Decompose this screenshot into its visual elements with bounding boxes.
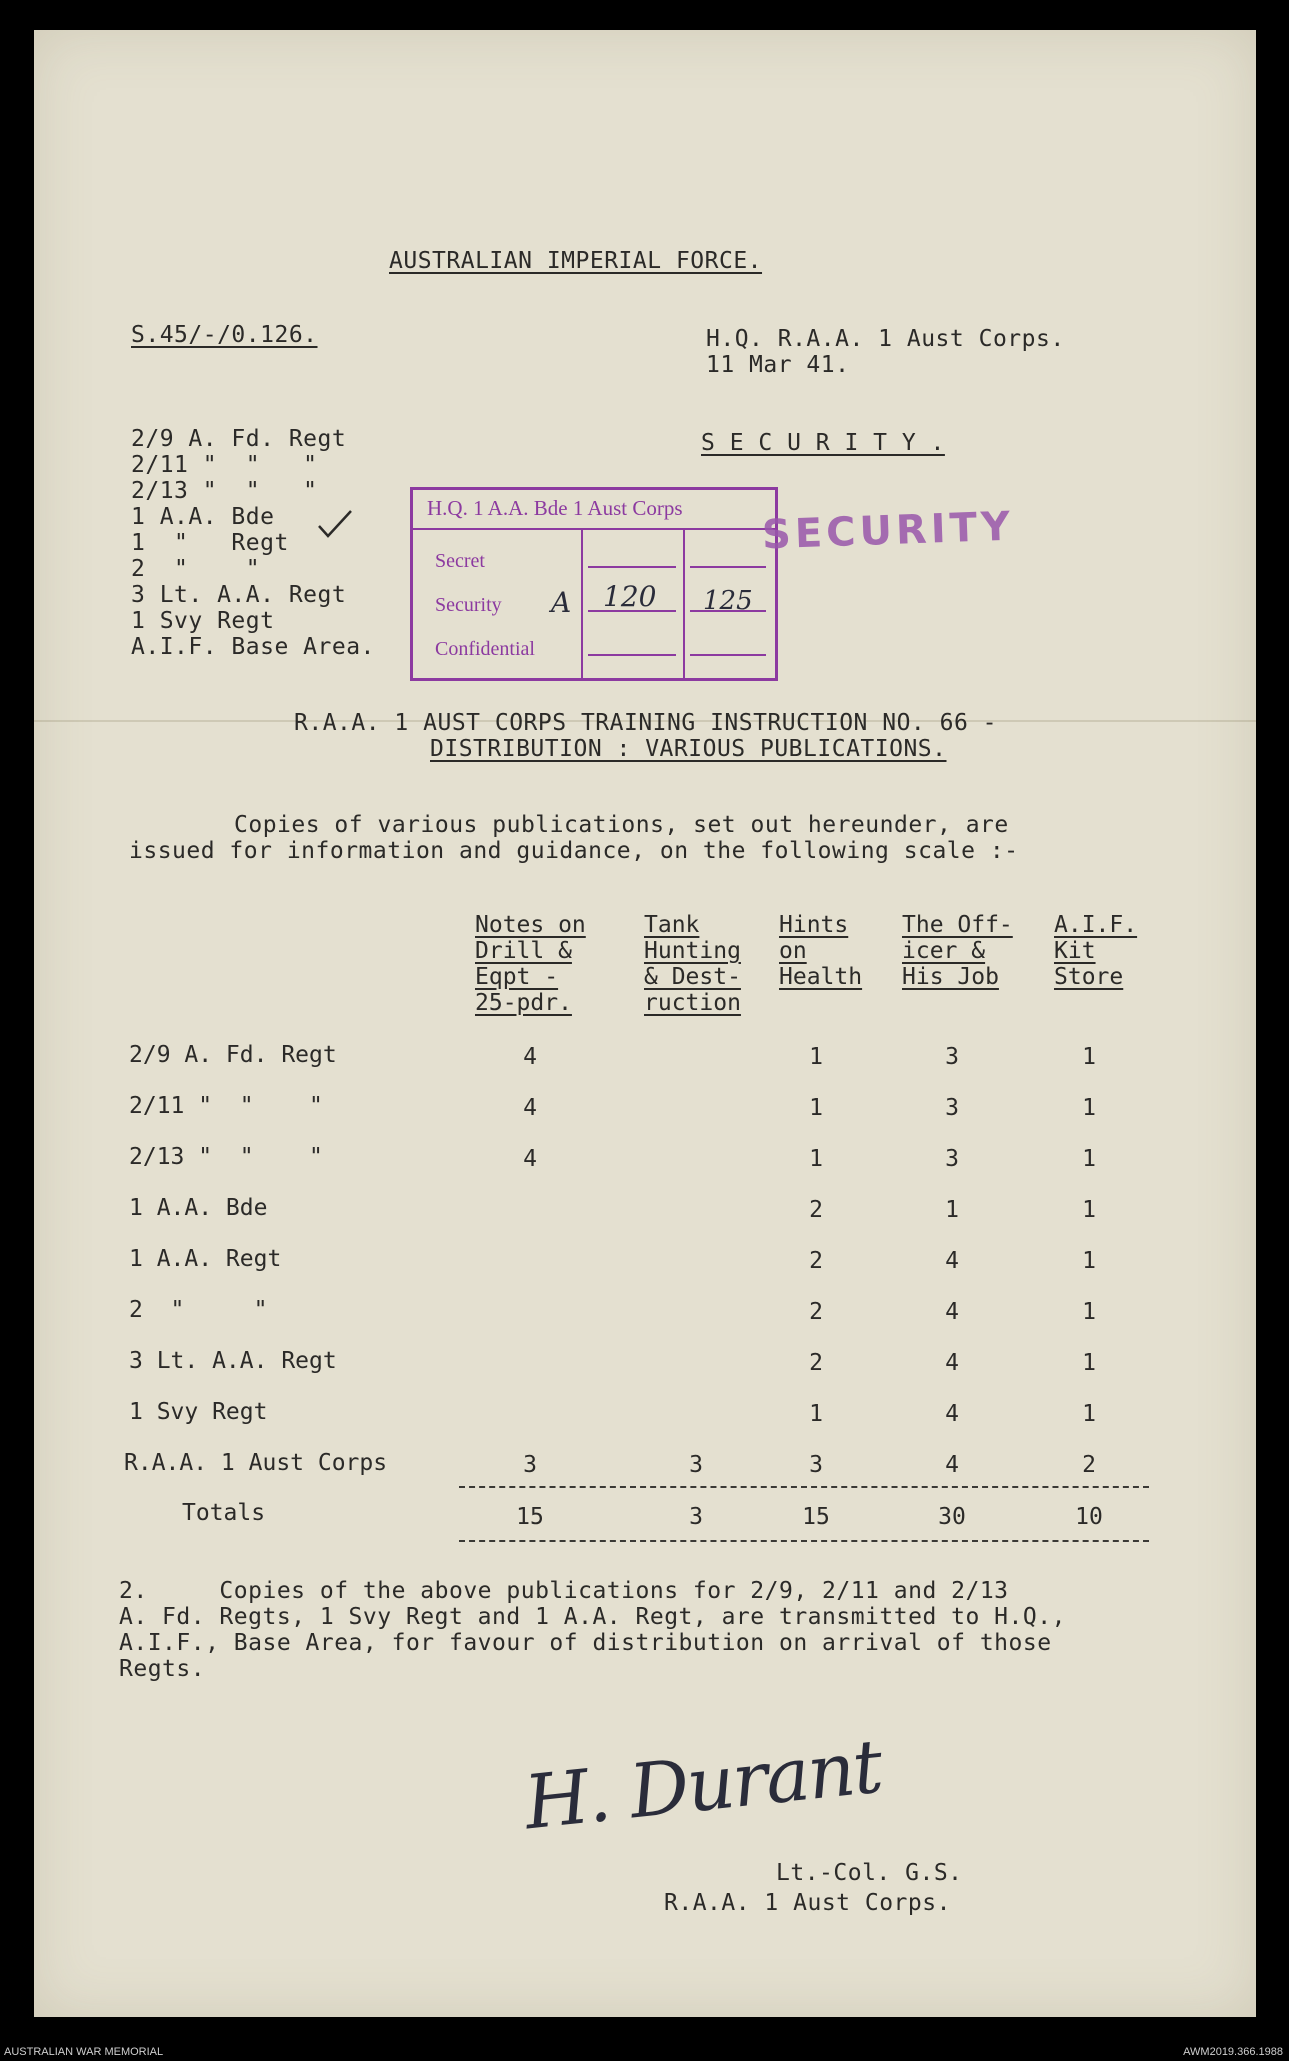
total-cell: 10: [1075, 1504, 1103, 1530]
table-cell: 1: [945, 1197, 959, 1223]
col-header-notes-on-drill: Notes on Drill & Eqpt - 25-pdr.: [475, 912, 586, 1016]
table-cell: 3: [945, 1146, 959, 1172]
reference-number: S.45/-/0.126.: [131, 322, 318, 348]
stamp-row-confidential: Confidential: [435, 638, 535, 660]
paragraph-1-line: issued for information and guidance, on the following scale :-: [129, 838, 1019, 864]
footer-accession: AWM2019.366.1988: [1183, 2046, 1283, 2058]
paragraph-2-line: 2. Copies of the above publications for 2/9, 2/11 and 2/13: [119, 1578, 1009, 1604]
title-line-1: R.A.A. 1 AUST CORPS TRAINING INSTRUCTION NO. 66 -: [294, 710, 998, 736]
totals-label: Totals: [182, 1500, 266, 1526]
document-heading: AUSTRALIAN IMPERIAL FORCE.: [389, 248, 763, 274]
signature-rank: Lt.-Col. G.S.: [776, 1860, 963, 1886]
signature-unit: R.A.A. 1 Aust Corps.: [664, 1890, 951, 1916]
stamp-hand-number: 125: [703, 586, 753, 616]
table-row-label: 1 Svy Regt: [129, 1399, 268, 1425]
table-cell: 1: [809, 1401, 823, 1427]
table-row-label: 2/9 A. Fd. Regt: [129, 1042, 337, 1068]
stamp-row-security: Security: [435, 594, 502, 616]
table-cell: 1: [1082, 1248, 1096, 1274]
col-header-kit-store: A.I.F. Kit Store: [1054, 912, 1138, 990]
addressee: 2/13 " " ": [131, 478, 318, 504]
stamp-divider: [683, 528, 685, 678]
table-cell: 4: [523, 1095, 537, 1121]
stamp-header: H.Q. 1 A.A. Bde 1 Aust Corps: [427, 496, 683, 520]
stamp-rule: [690, 654, 766, 656]
table-cell: 1: [809, 1146, 823, 1172]
table-cell: 4: [523, 1044, 537, 1070]
addressee: 2/11 " " ": [131, 452, 318, 478]
col-header-tank-hunting: Tank Hunting & Dest- ruction: [644, 912, 741, 1016]
table-cell: 4: [945, 1401, 959, 1427]
title-line-2: DISTRIBUTION : VARIOUS PUBLICATIONS.: [430, 736, 947, 762]
table-cell: 1: [1082, 1401, 1096, 1427]
addressee: 2 " ": [131, 556, 261, 582]
checkmark-icon: [315, 508, 355, 542]
table-cell: 1: [1082, 1095, 1096, 1121]
stamp-row-secret: Secret: [435, 550, 485, 572]
table-cell: 2: [809, 1197, 823, 1223]
addressee: A.I.F. Base Area.: [131, 634, 375, 660]
table-row-label: 2/13 " " ": [129, 1144, 323, 1170]
table-cell: 1: [1082, 1146, 1096, 1172]
paragraph-2-line: A. Fd. Regts, 1 Svy Regt and 1 A.A. Regt, are transmitted to H.Q.,: [119, 1604, 1066, 1630]
addressee: 1 Svy Regt: [131, 608, 275, 634]
footer-credit: AUSTRALIAN WAR MEMORIAL: [4, 2046, 164, 2058]
table-cell: 3: [523, 1452, 537, 1478]
stamp-hand-mark: A: [551, 586, 572, 619]
table-row-label: 2 " ": [129, 1297, 268, 1323]
table-row-label: 1 A.A. Bde: [129, 1195, 268, 1221]
table-cell: 1: [1082, 1044, 1096, 1070]
table-row-label: R.A.A. 1 Aust Corps: [124, 1450, 388, 1476]
table-row-label: 3 Lt. A.A. Regt: [129, 1348, 337, 1374]
paragraph-1-line: Copies of various publications, set out hereunder, are: [234, 812, 1009, 838]
table-cell: 3: [945, 1095, 959, 1121]
table-cell: 2: [809, 1350, 823, 1376]
table-cell: 3: [945, 1044, 959, 1070]
stamp-rule: [588, 566, 676, 568]
col-header-officer-job: The Off- icer & His Job: [902, 912, 1013, 990]
security-stamp: SECURITY: [761, 503, 1015, 559]
signature: H. Durant: [520, 1723, 885, 1847]
table-cell: 4: [945, 1299, 959, 1325]
totals-rule: [459, 1486, 1149, 1488]
table-cell: 4: [945, 1452, 959, 1478]
total-cell: 15: [802, 1504, 830, 1530]
addressee: 1 A.A. Bde: [131, 504, 275, 530]
table-cell: 1: [809, 1095, 823, 1121]
table-cell: 2: [809, 1248, 823, 1274]
total-cell: 15: [516, 1504, 544, 1530]
table-cell: 1: [809, 1044, 823, 1070]
table-row-label: 1 A.A. Regt: [129, 1246, 282, 1272]
totals-rule: [459, 1540, 1149, 1542]
from-line-1: H.Q. R.A.A. 1 Aust Corps.: [706, 326, 1065, 352]
table-cell: 1: [1082, 1350, 1096, 1376]
paragraph-2-line: Regts.: [119, 1656, 206, 1682]
total-cell: 30: [938, 1504, 966, 1530]
table-cell: 2: [809, 1299, 823, 1325]
stamp-rule: [690, 566, 766, 568]
col-header-hints-on-health: Hints on Health: [779, 912, 863, 990]
from-date: 11 Mar 41.: [706, 352, 850, 378]
addressee: 3 Lt. A.A. Regt: [131, 582, 347, 608]
table-cell: 4: [945, 1248, 959, 1274]
table-cell: 2: [1082, 1452, 1096, 1478]
addressee: 1 " Regt: [131, 530, 289, 556]
table-row-label: 2/11 " " ": [129, 1093, 323, 1119]
paragraph-2-line: A.I.F., Base Area, for favour of distribution on arrival of those: [119, 1630, 1052, 1656]
addressee: 2/9 A. Fd. Regt: [131, 426, 347, 452]
stamp-header-bar: [413, 490, 775, 530]
stamp-divider: [581, 528, 583, 678]
table-cell: 3: [809, 1452, 823, 1478]
security-heading: S E C U R I T Y .: [701, 430, 945, 456]
registry-stamp: [410, 487, 778, 681]
stamp-hand-number: 120: [603, 580, 657, 613]
table-cell: 4: [523, 1146, 537, 1172]
stamp-rule: [588, 654, 676, 656]
table-cell: 3: [689, 1452, 703, 1478]
document-page: [34, 30, 1256, 2017]
table-cell: 1: [1082, 1197, 1096, 1223]
table-cell: 1: [1082, 1299, 1096, 1325]
total-cell: 3: [689, 1504, 703, 1530]
table-cell: 4: [945, 1350, 959, 1376]
